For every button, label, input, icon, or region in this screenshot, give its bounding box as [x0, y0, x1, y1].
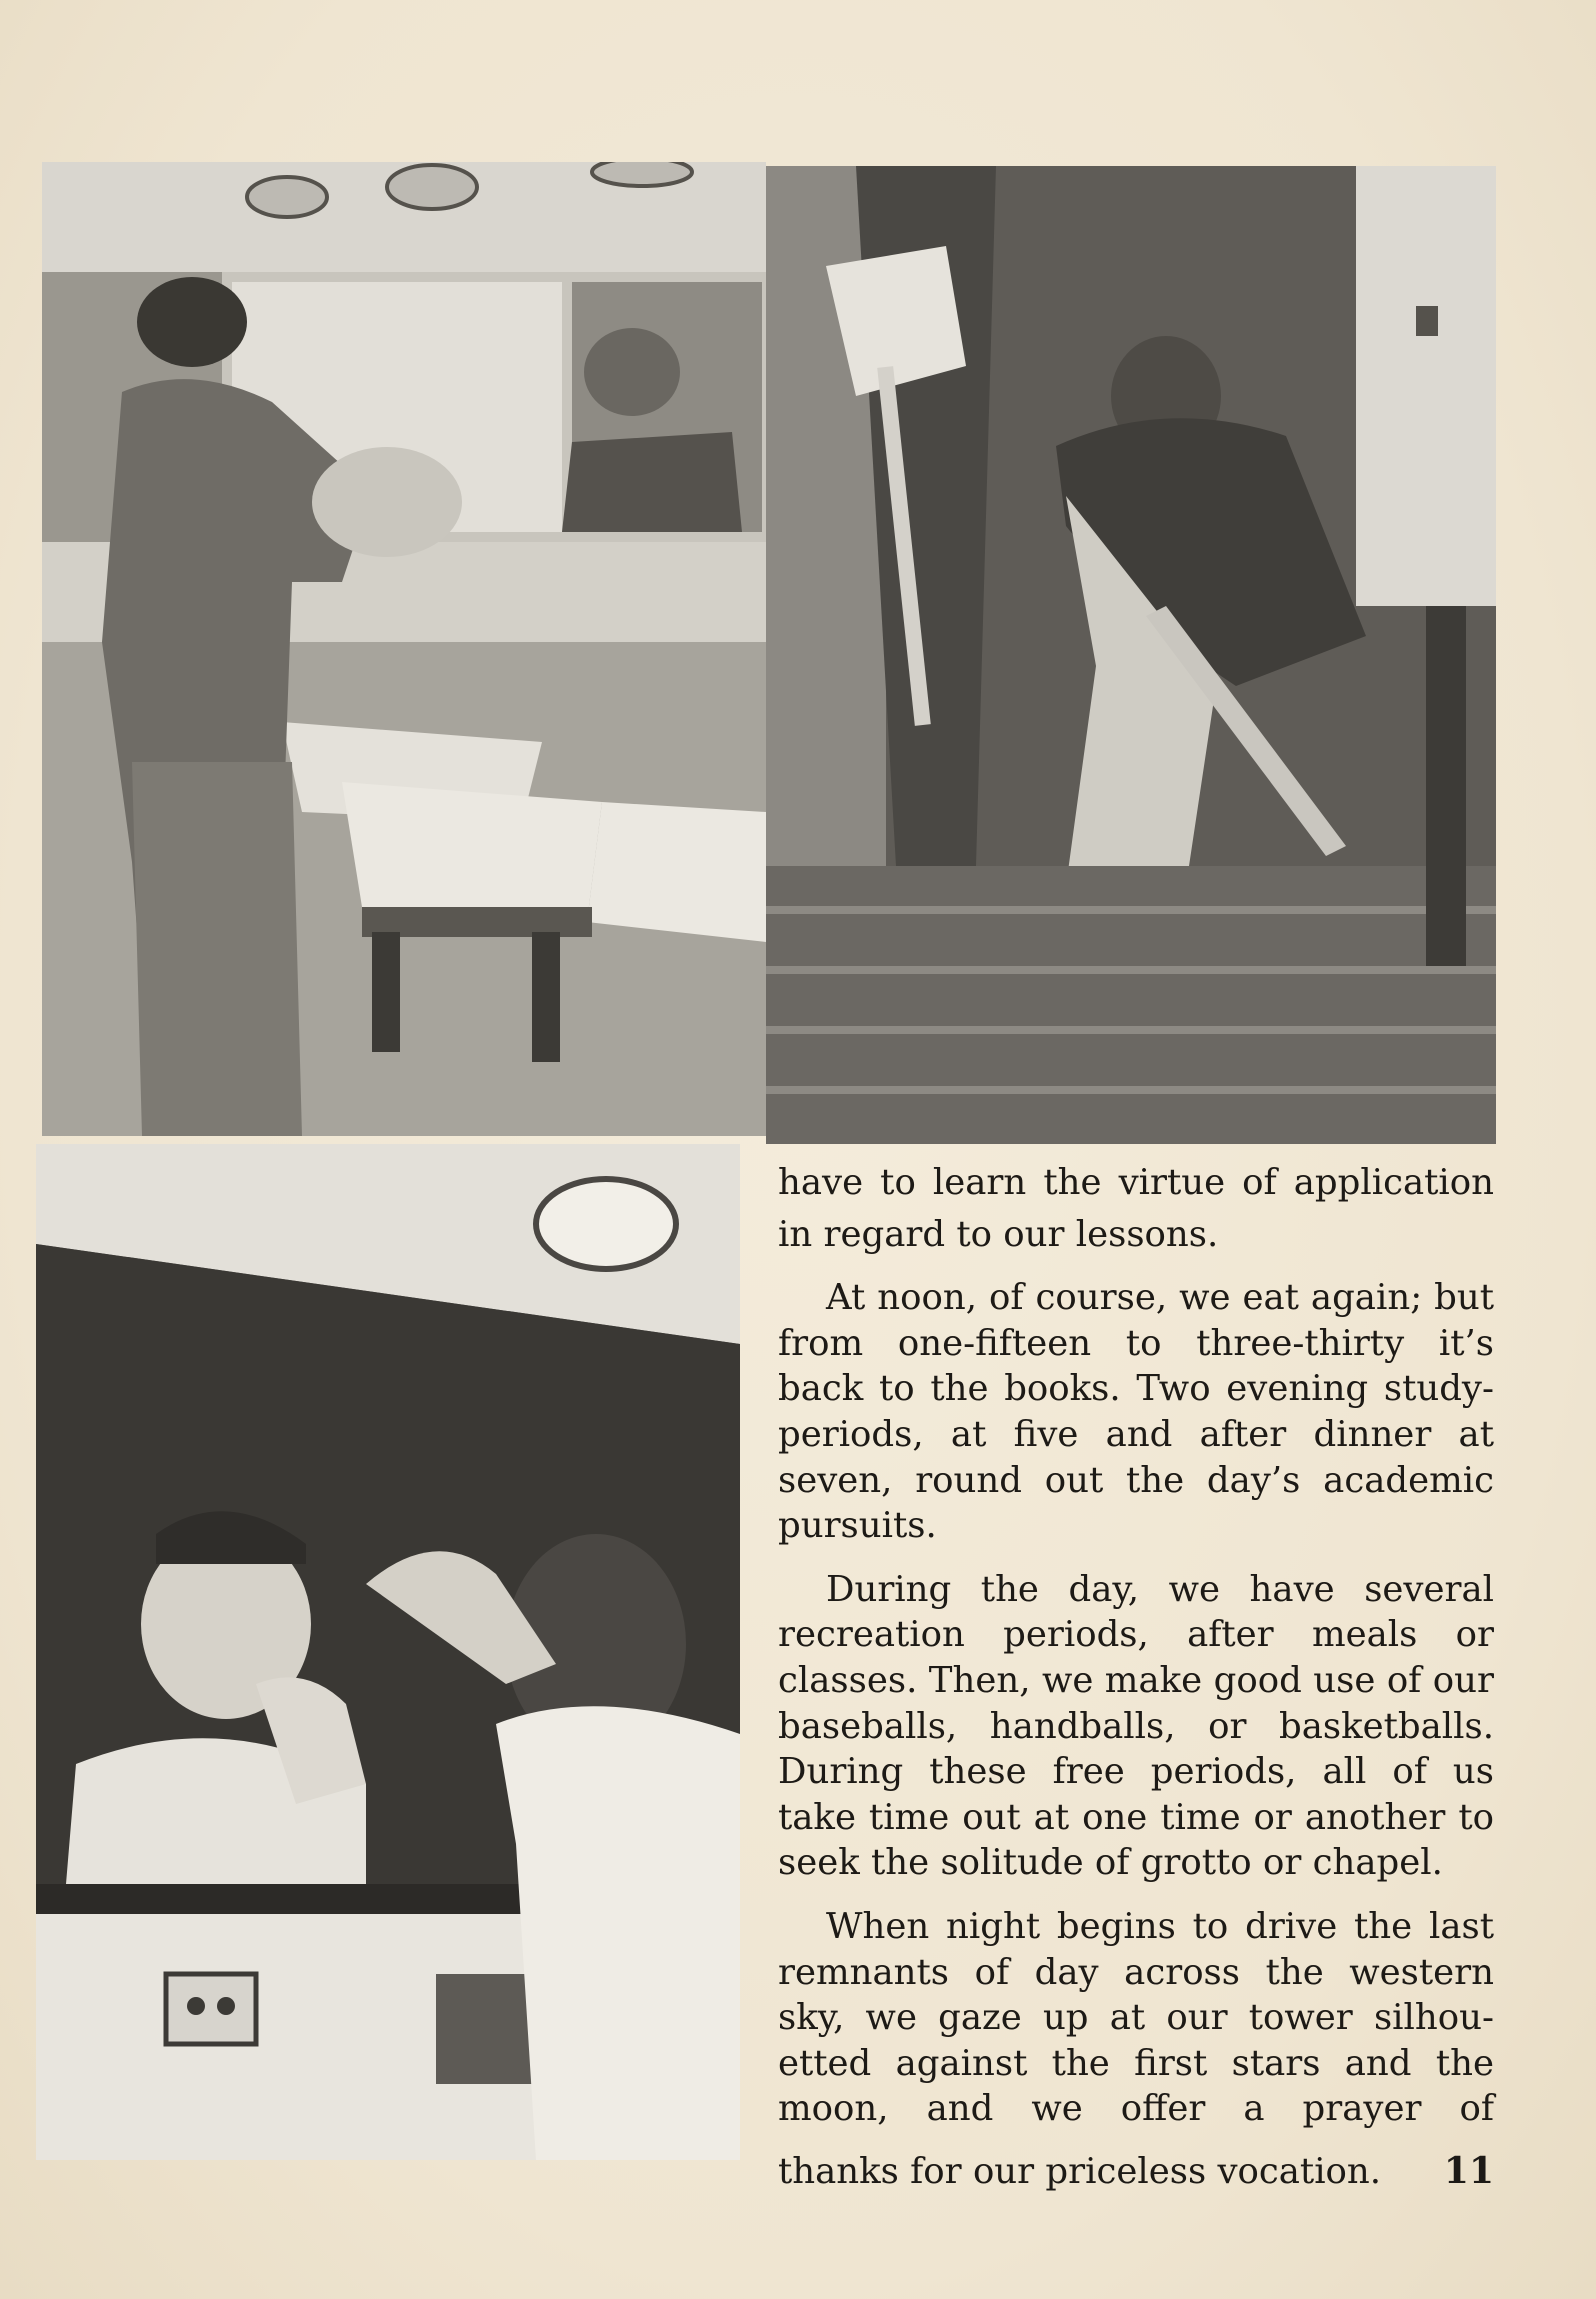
photo-sweeping-stairs: [766, 166, 1496, 1144]
article-paragraph-4: When night begins to drive the last remnants of day across the western sky, we gaze up at our tower silhouetted against the first stars and the moon, and we offer a prayer of: [778, 1905, 1494, 2130]
article-final-line: thanks for our priceless vocation.: [778, 2151, 1382, 2192]
photo-washroom-mirror: [42, 162, 766, 1136]
page-number: 11: [1443, 2150, 1494, 2192]
article-line-1: have to learn the virtue of application: [778, 1162, 1494, 1203]
article-text-column: [778, 1160, 1494, 2132]
article-paragraph-3: During the day, we have several recreation periods, after meals or classes. Then, we make good use of our baseballs, handballs, or basketballs. During these free periods, all of us take time out at one time or another to seek the solitude of grotto or chapel.: [778, 1568, 1494, 1884]
article-line-2: in regard to our lessons.: [778, 1213, 1219, 1255]
article-final-line-row: [778, 2150, 1494, 2192]
photo-shaving-mirror: [36, 1144, 740, 2160]
shaving-photo-graphic: [36, 1144, 740, 2160]
sweeping-photo-graphic: [766, 166, 1496, 1144]
washroom-photo-graphic: [42, 162, 766, 1136]
article-paragraph-2: At noon, of course, we eat again; but from one-fifteen to three-thirty it’s back to the books. Two evening study-periods, at five and after dinner at seven, round out the day’s academic pursuits.: [778, 1277, 1494, 1547]
